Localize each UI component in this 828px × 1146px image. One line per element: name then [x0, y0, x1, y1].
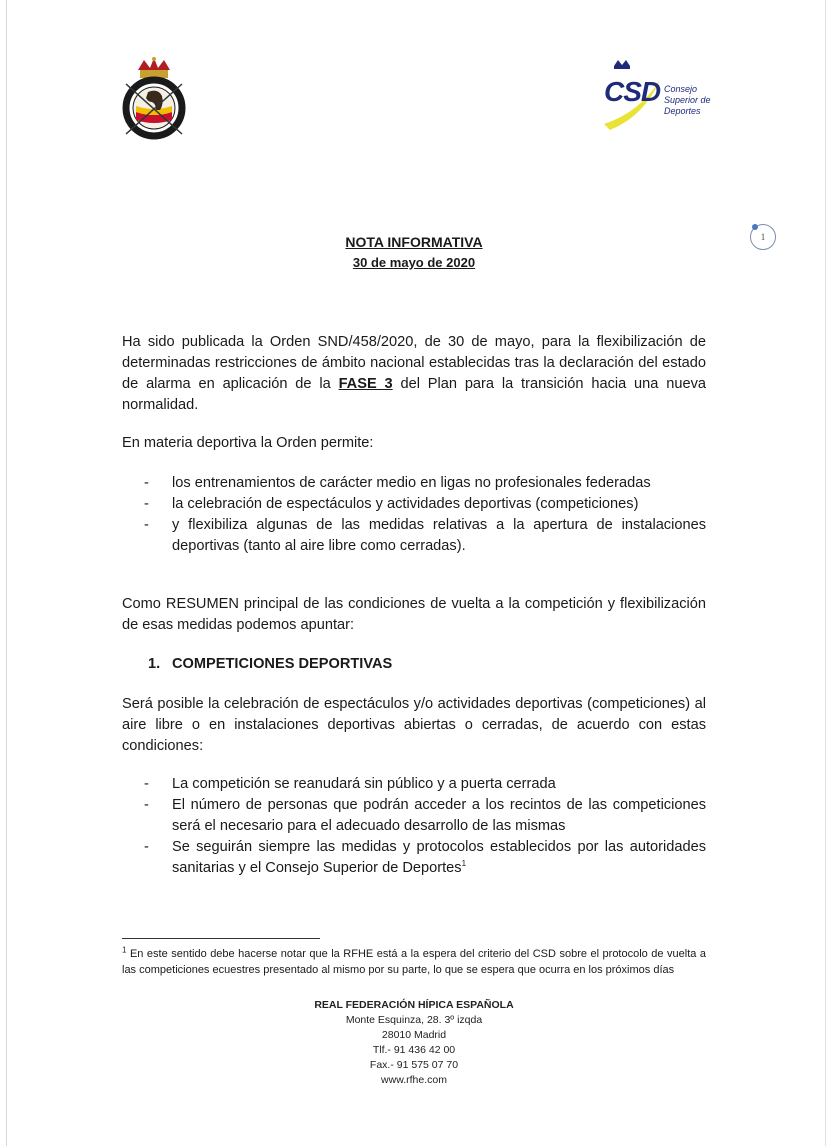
page-edge-right: [825, 0, 826, 1146]
footer-fax: Fax.- 91 575 07 70: [369, 1059, 459, 1071]
footer-address: Monte Esquinza, 28. 3º izqda: [345, 1014, 483, 1026]
permitted-list: [122, 473, 706, 557]
footer-web[interactable]: www.rfhe.com: [381, 1074, 447, 1086]
list-item: - Se seguirán siempre las medidas y protocolos establecidos por las autoridades sanitarias y el Consejo Superior de Deportes$^1$: [144, 839, 706, 876]
list-item: - La competición se reanudará sin público y a puerta cerrada: [144, 776, 556, 792]
conditions-list: [122, 774, 706, 879]
rfhe-crest-logo: [118, 56, 190, 142]
csd-logo-text: CSD: [604, 76, 661, 107]
footnote-divider: [122, 938, 320, 939]
comment-marker[interactable]: 1: [750, 224, 776, 250]
paragraph-intro: Ha sido publicada la Orden SND/458/2020, de 30 de mayo, para la flexibilización de determinadas restricciones de ámbito nacional establecidas tras la declaración del estado de alarma en aplicación de la FASE 3 del Plan para la transición hacia una nueva normalidad.: [122, 334, 706, 413]
list-item: - y flexibiliza algunas de las medidas relativas a la apertura de instalaciones deportivas (tanto al aire libre como cerradas).: [144, 517, 706, 554]
footnote: $^1$ En este sentido debe hacerse notar que la RFHE está a la espera del criterio del CSD sobre el protocolo de vuelta a las competiciones ecuestres presentado al mismo por su parte, lo que se espera que ocurra en los próximos días: [122, 945, 707, 976]
footnote-ref[interactable]: 1: [461, 859, 467, 869]
paragraph-sports: En materia deportiva la Orden permite:: [122, 435, 374, 451]
phase-emphasis: FASE 3: [338, 376, 393, 392]
document-date: 30 de mayo de 2020: [352, 255, 476, 270]
paragraph-summary: Como RESUMEN principal de las condiciones de vuelta a la competición y flexibilización de esas medidas podemos apuntar:: [122, 596, 706, 633]
page-edge: [6, 0, 7, 1146]
csd-logo-subtitle: Consejo Superior de Deportes: [664, 84, 711, 116]
list-item: - El número de personas que podrán acceder a los recintos de las competiciones será el necesario para el adecuado desarrollo de las mismas: [144, 797, 706, 834]
document-title: NOTA INFORMATIVA: [345, 234, 483, 250]
page-footer: [0, 998, 828, 1088]
paragraph-competitions: Será posible la celebración de espectáculos y/o actividades deportivas (competiciones) al aire libre o en instalaciones deportivas abiertas o cerradas, de acuerdo con estas condiciones:: [122, 696, 706, 754]
list-item: - los entrenamientos de carácter medio en ligas no profesionales federadas: [144, 475, 651, 491]
footer-phone: Tlf.- 91 436 42 00: [372, 1044, 456, 1056]
comment-dot-icon: [752, 224, 758, 230]
section-heading: 1. COMPETICIONES DEPORTIVAS: [148, 656, 393, 672]
footer-org: REAL FEDERACIÓN HÍPICA ESPAÑOLA: [314, 999, 514, 1011]
footer-city: 28010 Madrid: [381, 1029, 447, 1041]
list-item: - la celebración de espectáculos y actividades deportivas (competiciones): [144, 496, 639, 512]
